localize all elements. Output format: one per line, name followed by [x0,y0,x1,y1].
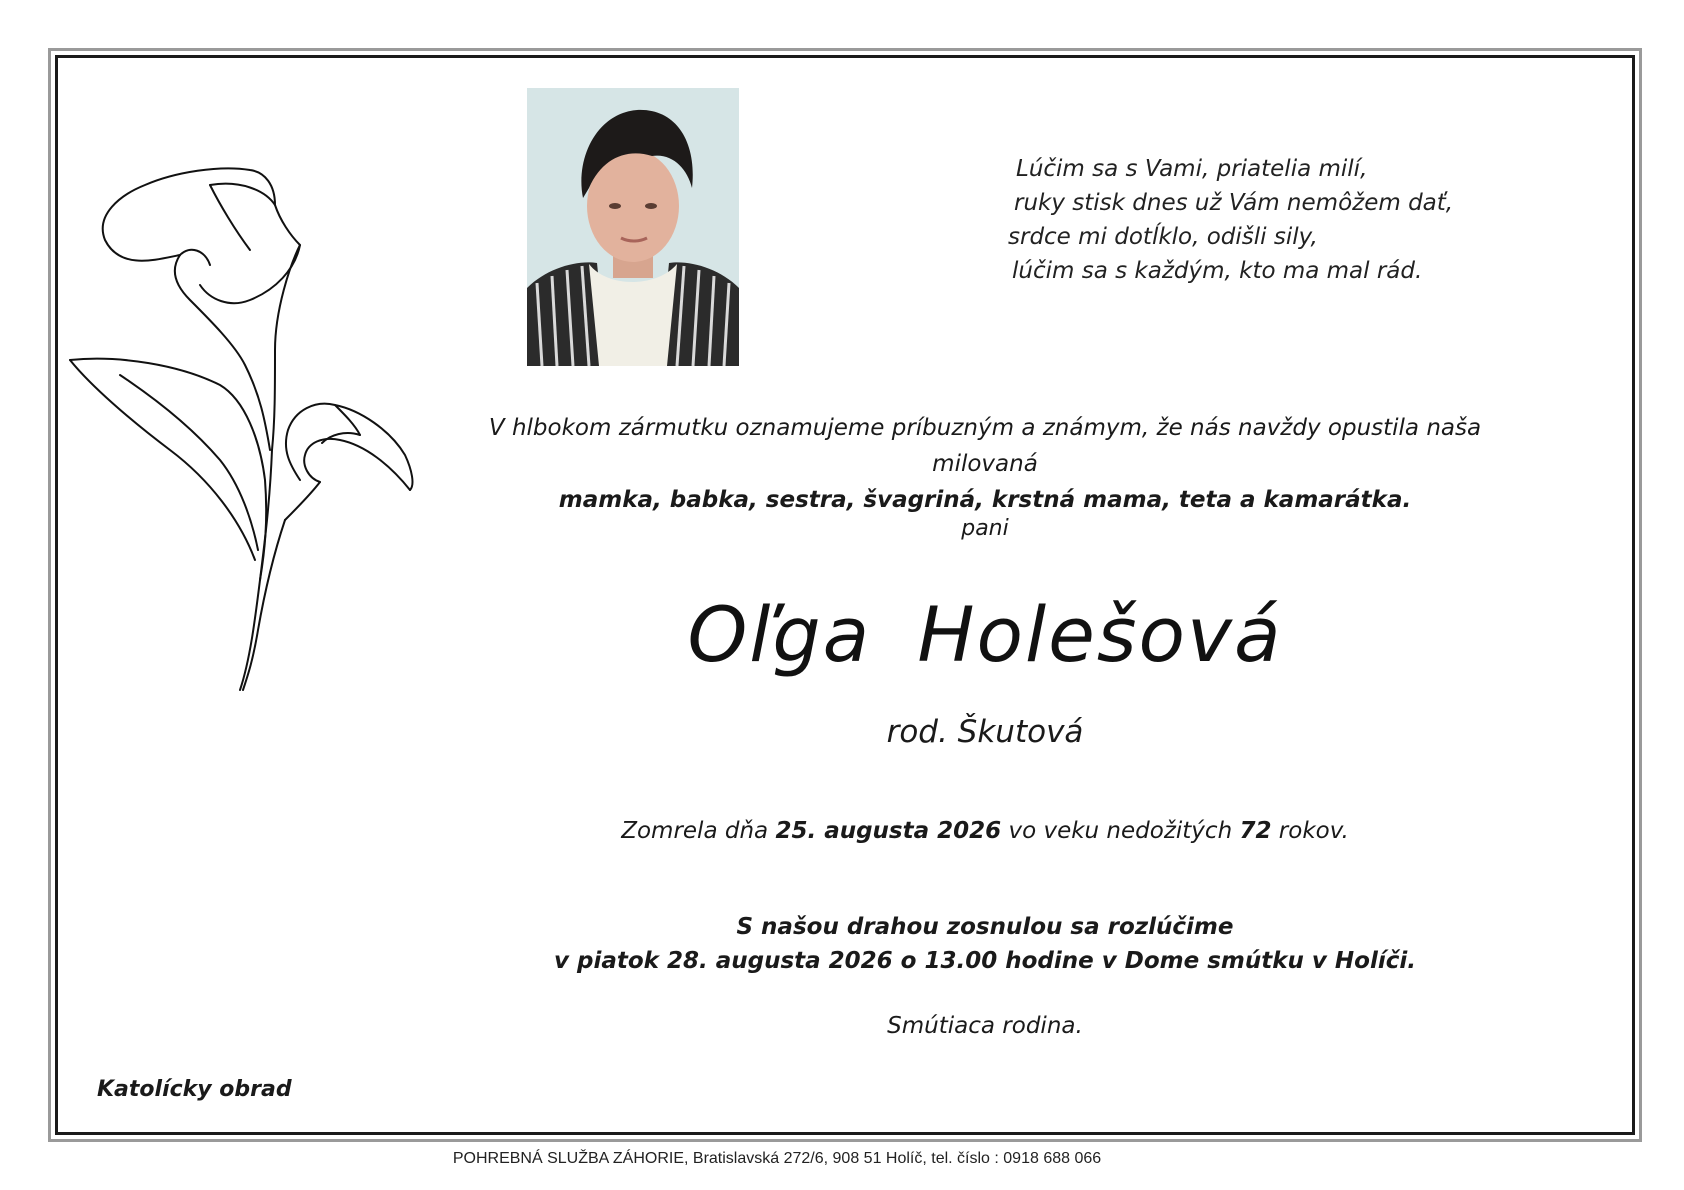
footer [0,1150,1684,1168]
family-signature: Smútiaca rodina. [887,1013,1083,1039]
announcement [440,410,1530,518]
death-middle: vo veku nedožitých [1008,818,1233,844]
poem-line: Lúčim sa s Vami, priatelia milí, [1016,156,1368,182]
poem-line: lúčim sa s každým, kto ma mal rád. [1012,258,1423,284]
first-name: Oľga [687,590,872,679]
funeral-info [440,910,1530,978]
poem-line: srdce mi dotĺklo, odišli sily, [1008,224,1318,250]
last-name: Holešová [917,590,1283,679]
funeral-line-1: S našou drahou zosnulou sa rozlúčime [736,914,1234,940]
portrait-photo [527,88,739,366]
death-suffix: rokov. [1278,818,1349,844]
calla-lily-illustration [60,160,440,720]
funeral-line-2: v piatok 28. augusta 2026 o 13.00 hodine v Dome smútku v Holíči. [554,948,1416,974]
rite-label: Katolícky obrad [97,1077,292,1102]
announcement-relations: mamka, babka, sestra, švagriná, krstná mama, teta a kamarátka. [558,487,1412,513]
death-age: 72 [1239,818,1272,844]
footer-text: POHREBNÁ SLUŽBA ZÁHORIE, Bratislavská 272/6, 908 51 Holíč, tel. číslo : 0918 688 066 [452,1150,1102,1167]
maiden-name: rod. Škutová [886,714,1084,750]
death-prefix: Zomrela dňa [621,818,769,844]
death-date: 25. augusta 2026 [775,818,1002,844]
farewell-poem [1000,152,1460,288]
salutation: pani [961,516,1009,541]
announcement-intro: V hlbokom zármutku oznamujeme príbuzným a známym, že nás navždy opustila naša milovaná [488,415,1482,477]
deceased-name [440,590,1530,679]
death-info [440,818,1530,844]
poem-line: ruky stisk dnes už Vám nemôžem dať, [1014,190,1454,216]
